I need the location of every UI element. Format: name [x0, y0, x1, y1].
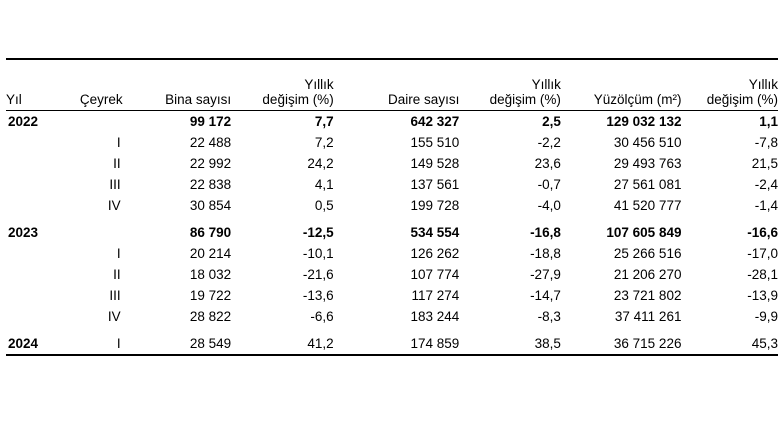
cell-year: 2022	[8, 114, 39, 129]
cell-building-change: -10,1	[302, 246, 334, 261]
cell-dwelling-change: -4,0	[537, 198, 561, 213]
cell-quarter: I	[116, 336, 121, 351]
cell-building-count: 19 722	[189, 288, 232, 303]
cell-building-change: -21,6	[302, 267, 334, 282]
cell-quarter: IV	[107, 309, 121, 324]
cell-year	[6, 132, 60, 153]
cell-year	[6, 264, 60, 285]
table-bottom-rule	[6, 354, 778, 356]
header-quarter: Çeyrek	[79, 92, 123, 107]
cell-building-count: 22 992	[189, 156, 232, 171]
cell-floor-area-change: 1,1	[759, 114, 778, 129]
header-building-annual-change	[231, 60, 334, 110]
table-row	[6, 153, 778, 174]
cell-floor-area: 23 721 802	[613, 288, 682, 303]
cell-floor-area: 29 493 763	[613, 156, 682, 171]
cell-floor-area-change: -13,9	[747, 288, 778, 303]
cell-dwelling-change: -2,2	[537, 135, 561, 150]
cell-floor-area: 37 411 261	[614, 309, 682, 324]
cell-building-count: 30 854	[189, 198, 232, 213]
cell-dwelling-change: -18,8	[530, 246, 561, 261]
cell-quarter: IV	[107, 198, 121, 213]
cell-floor-area-change: -16,6	[747, 225, 778, 240]
header-annual-line1: Yıllık	[304, 77, 334, 92]
cell-dwelling-count: 534 554	[410, 225, 460, 240]
cell-dwelling-change: -27,9	[530, 267, 561, 282]
cell-floor-area: 21 206 270	[613, 267, 682, 282]
table-row	[6, 306, 778, 327]
cell-quarter: II	[113, 156, 121, 171]
cell-quarter	[60, 216, 122, 243]
header-annual-line1: Yıllık	[531, 77, 561, 92]
header-dwelling-annual-change	[459, 60, 561, 110]
table-row	[6, 243, 778, 264]
cell-dwelling-count: 107 774	[410, 267, 460, 282]
cell-floor-area-change: 45,3	[751, 336, 778, 351]
cell-year: 2023	[8, 225, 39, 240]
table-row	[6, 174, 778, 195]
cell-building-count: 18 032	[189, 267, 232, 282]
cell-dwelling-change: 23,6	[534, 156, 561, 171]
cell-year	[6, 153, 60, 174]
cell-floor-area-change: -17,0	[747, 246, 778, 261]
header-dwelling-count: Daire sayısı	[388, 92, 460, 107]
cell-quarter: I	[116, 246, 121, 261]
cell-dwelling-change: -16,8	[530, 225, 561, 240]
cell-year	[6, 306, 60, 327]
cell-dwelling-count: 199 728	[410, 198, 460, 213]
cell-building-change: 7,2	[314, 135, 334, 150]
cell-dwelling-count: 183 244	[410, 309, 460, 324]
header-annual-line2: değişim (%)	[262, 92, 334, 107]
cell-dwelling-count: 155 510	[410, 135, 460, 150]
cell-dwelling-change: -0,7	[537, 177, 561, 192]
cell-floor-area: 30 456 510	[613, 135, 682, 150]
cell-building-count: 22 838	[189, 177, 232, 192]
cell-floor-area: 41 520 777	[613, 198, 682, 213]
header-annual-line1: Yıllık	[748, 77, 778, 92]
statistics-table-container	[6, 58, 778, 356]
cell-dwelling-count: 126 262	[410, 246, 460, 261]
cell-floor-area-change: -7,8	[754, 135, 778, 150]
cell-floor-area: 107 605 849	[606, 225, 682, 240]
cell-building-change: 7,7	[314, 114, 334, 129]
cell-dwelling-count: 174 859	[410, 336, 460, 351]
cell-floor-area-change: 21,5	[751, 156, 778, 171]
cell-quarter: III	[109, 288, 121, 303]
header-building-count: Bina sayısı	[165, 92, 232, 107]
table-header-row	[6, 60, 778, 110]
cell-floor-area-change: -28,1	[747, 267, 778, 282]
building-permits-table	[6, 60, 778, 110]
cell-building-count: 86 790	[189, 225, 232, 240]
cell-building-change: 41,2	[307, 336, 334, 351]
cell-dwelling-change: -8,3	[537, 309, 561, 324]
cell-building-count: 28 549	[189, 336, 232, 351]
cell-floor-area-change: -2,4	[754, 177, 778, 192]
cell-floor-area: 27 561 081	[613, 177, 682, 192]
cell-building-change: -6,6	[310, 309, 334, 324]
header-annual-line2: değişim (%)	[706, 92, 778, 107]
cell-dwelling-change: -14,7	[530, 288, 561, 303]
cell-dwelling-count: 117 274	[411, 288, 460, 303]
table-row	[6, 111, 778, 132]
cell-year: 2024	[8, 336, 39, 351]
header-year: Yıl	[6, 92, 22, 107]
cell-building-change: -12,5	[302, 225, 334, 240]
cell-dwelling-count: 642 327	[410, 114, 460, 129]
cell-floor-area: 25 266 516	[613, 246, 682, 261]
cell-quarter: II	[113, 267, 121, 282]
cell-building-count: 22 488	[189, 135, 232, 150]
cell-floor-area: 129 032 132	[606, 114, 682, 129]
cell-building-count: 20 214	[189, 246, 232, 261]
cell-quarter	[60, 111, 122, 132]
cell-year	[6, 243, 60, 264]
cell-quarter: III	[109, 177, 121, 192]
cell-year	[6, 195, 60, 216]
cell-building-change: 24,2	[307, 156, 334, 171]
cell-quarter: I	[116, 135, 121, 150]
cell-dwelling-count: 149 528	[410, 156, 460, 171]
cell-dwelling-change: 2,5	[542, 114, 561, 129]
table-row	[6, 132, 778, 153]
table-row	[6, 285, 778, 306]
cell-floor-area-change: -1,4	[754, 198, 778, 213]
building-permits-table-body	[6, 111, 778, 354]
cell-floor-area: 36 715 226	[613, 336, 682, 351]
cell-building-change: 4,1	[314, 177, 334, 192]
cell-year	[6, 174, 60, 195]
cell-building-count: 99 172	[189, 114, 232, 129]
cell-dwelling-change: 38,5	[534, 336, 561, 351]
table-row	[6, 327, 778, 354]
header-annual-line2: değişim (%)	[489, 92, 561, 107]
table-row	[6, 264, 778, 285]
cell-dwelling-count: 137 561	[410, 177, 460, 192]
cell-floor-area-change: -9,9	[754, 309, 778, 324]
cell-building-count: 28 822	[189, 309, 232, 324]
header-floor-area: Yüzölçüm (m²)	[593, 92, 682, 107]
table-row	[6, 216, 778, 243]
cell-year	[6, 285, 60, 306]
cell-building-change: 0,5	[314, 198, 334, 213]
cell-building-change: -13,6	[302, 288, 334, 303]
table-row	[6, 195, 778, 216]
header-floor-area-annual-change	[681, 60, 778, 110]
